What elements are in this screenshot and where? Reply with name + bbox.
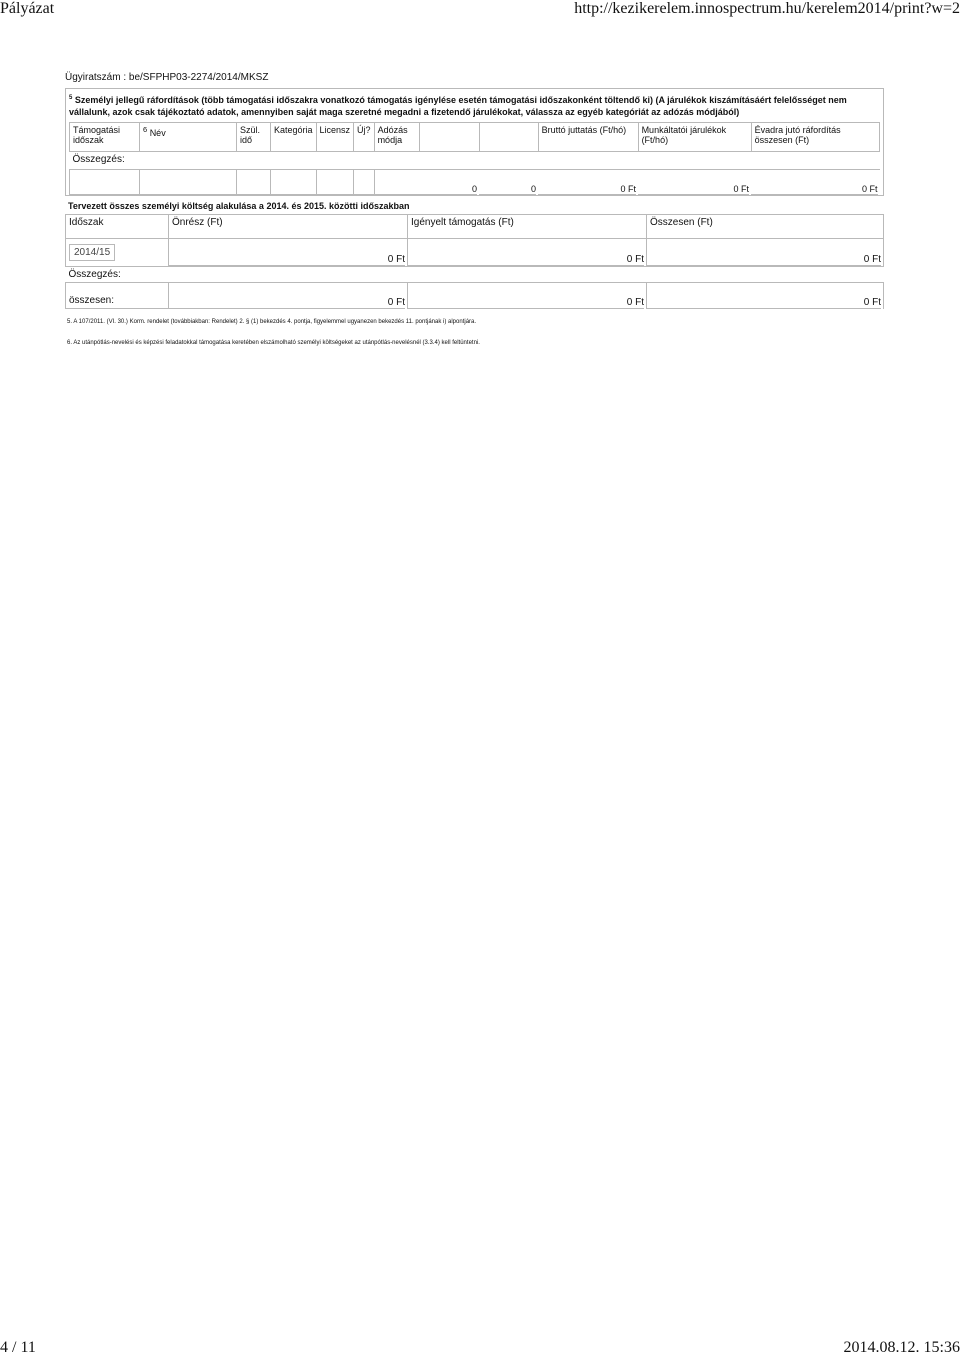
- print-timestamp: 2014.08.12. 15:36: [843, 1339, 960, 1356]
- sum-value-4: [638, 170, 751, 195]
- sum-cell-new: [354, 170, 375, 195]
- sum-value-1-text: 0: [419, 184, 477, 195]
- sum-cell-birth: [237, 170, 271, 195]
- own-value: [169, 239, 408, 267]
- section1-title-text: Személyi jellegű ráfordítások (több támogatási időszakra vonatkozó támogatás igénylése esetén támogatási időszakonként töltendő ki) (A járulékok kiszámításáért felelősséget nem vállalunk, azok csak tájékoztató adatok, amennyiben saját maga szeretné megadni a fizetendő járulékokat, válassza az egyéb kategóriát az adózás módjából): [69, 95, 847, 117]
- col-tax: Adózás módja: [374, 123, 419, 152]
- total-label: összesen:: [66, 283, 169, 309]
- header-url: http://kezikerelem.innospectrum.hu/kerelem2014/print?w=2: [574, 0, 960, 17]
- total-value-text: 0 Ft: [647, 254, 881, 266]
- col-season: Évadra jutó ráfordítás összesen (Ft): [751, 123, 879, 152]
- section2-summary-label: Összegzés:: [66, 267, 884, 283]
- sum-value-5: [751, 170, 879, 195]
- col-name: [140, 123, 237, 152]
- col2-total: Összesen (Ft): [647, 215, 884, 239]
- total-own-text: 0 Ft: [169, 297, 405, 309]
- sum-value-3-text: 0 Ft: [538, 184, 636, 195]
- content: [65, 72, 884, 349]
- col-employer: Munkáltatói járulékok (Ft/hó): [638, 123, 751, 152]
- period-value: 2014/15: [69, 244, 115, 261]
- col2-period: Időszak: [66, 215, 169, 239]
- header-left-title: Pályázat: [0, 0, 55, 17]
- sum-value-2: [479, 170, 538, 195]
- col-name-label: Név: [149, 128, 166, 138]
- sum-value-1: [419, 170, 479, 195]
- section1-summary-label: Összegzés:: [70, 152, 880, 170]
- sum-cell-tax: [374, 170, 419, 195]
- planned-costs-table: [65, 214, 884, 309]
- footnote-6: 6. Az utánpótlás-nevelési és képzési feladatokkal támogatása keretében elszámolható személyi költségeket az utánpótlás-nevelésnél (3.3.4) kell feltüntetni.: [67, 340, 480, 346]
- total-value: [647, 239, 884, 267]
- sum-cell-name: [140, 170, 237, 195]
- name-footnote-ref: 6: [143, 125, 148, 134]
- col2-own: Önrész (Ft): [169, 215, 408, 239]
- col-gross: Bruttó juttatás (Ft/hó): [538, 123, 638, 152]
- total-sum: [647, 283, 884, 309]
- sum-cell-period: [70, 170, 140, 195]
- sum-cell-license: [316, 170, 354, 195]
- total-sum-text: 0 Ft: [647, 297, 881, 309]
- sum-value-5-text: 0 Ft: [751, 184, 877, 195]
- sum-cell-category: [271, 170, 317, 195]
- section1-footnote-ref: 5: [69, 95, 73, 101]
- requested-value-text: 0 Ft: [408, 254, 644, 266]
- total-own: [169, 283, 408, 309]
- sum-value-3: [538, 170, 638, 195]
- period-cell: [66, 239, 169, 267]
- own-value-text: 0 Ft: [169, 254, 405, 266]
- col-period: Támogatási időszak: [70, 123, 140, 152]
- col-blank-1: [419, 123, 479, 152]
- col-blank-2: [479, 123, 538, 152]
- footnotes: [65, 317, 884, 349]
- section2-title: Tervezett összes személyi költség alakulása a 2014. és 2015. közötti időszakban: [68, 201, 410, 211]
- footnote-5: 5. A 107/2011. (VI. 30.) Korm. rendelet (továbbiakban: Rendelet) 2. § (1) bekezdés 4. pontja, figyelemmel ugyanezen bekezdés 11. pontjának i) alpontjára.: [67, 319, 477, 325]
- col-license: Licensz: [316, 123, 354, 152]
- section1-title: [69, 92, 880, 118]
- sum-value-4-text: 0 Ft: [638, 184, 749, 195]
- personal-costs-table: [69, 122, 880, 195]
- total-requested: [408, 283, 647, 309]
- requested-value: [408, 239, 647, 267]
- sum-value-2-text: 0: [479, 184, 536, 195]
- col-category: Kategória: [271, 123, 317, 152]
- total-requested-text: 0 Ft: [408, 297, 644, 309]
- file-number: Ügyiratszám : be/SFPHP03-2274/2014/MKSZ: [65, 72, 269, 83]
- personal-costs-section: [65, 88, 884, 196]
- page-number: 4 / 11: [0, 1339, 36, 1356]
- col-birth: Szül. idő: [237, 123, 271, 152]
- col2-requested: Igényelt támogatás (Ft): [408, 215, 647, 239]
- col-new: Új?: [354, 123, 375, 152]
